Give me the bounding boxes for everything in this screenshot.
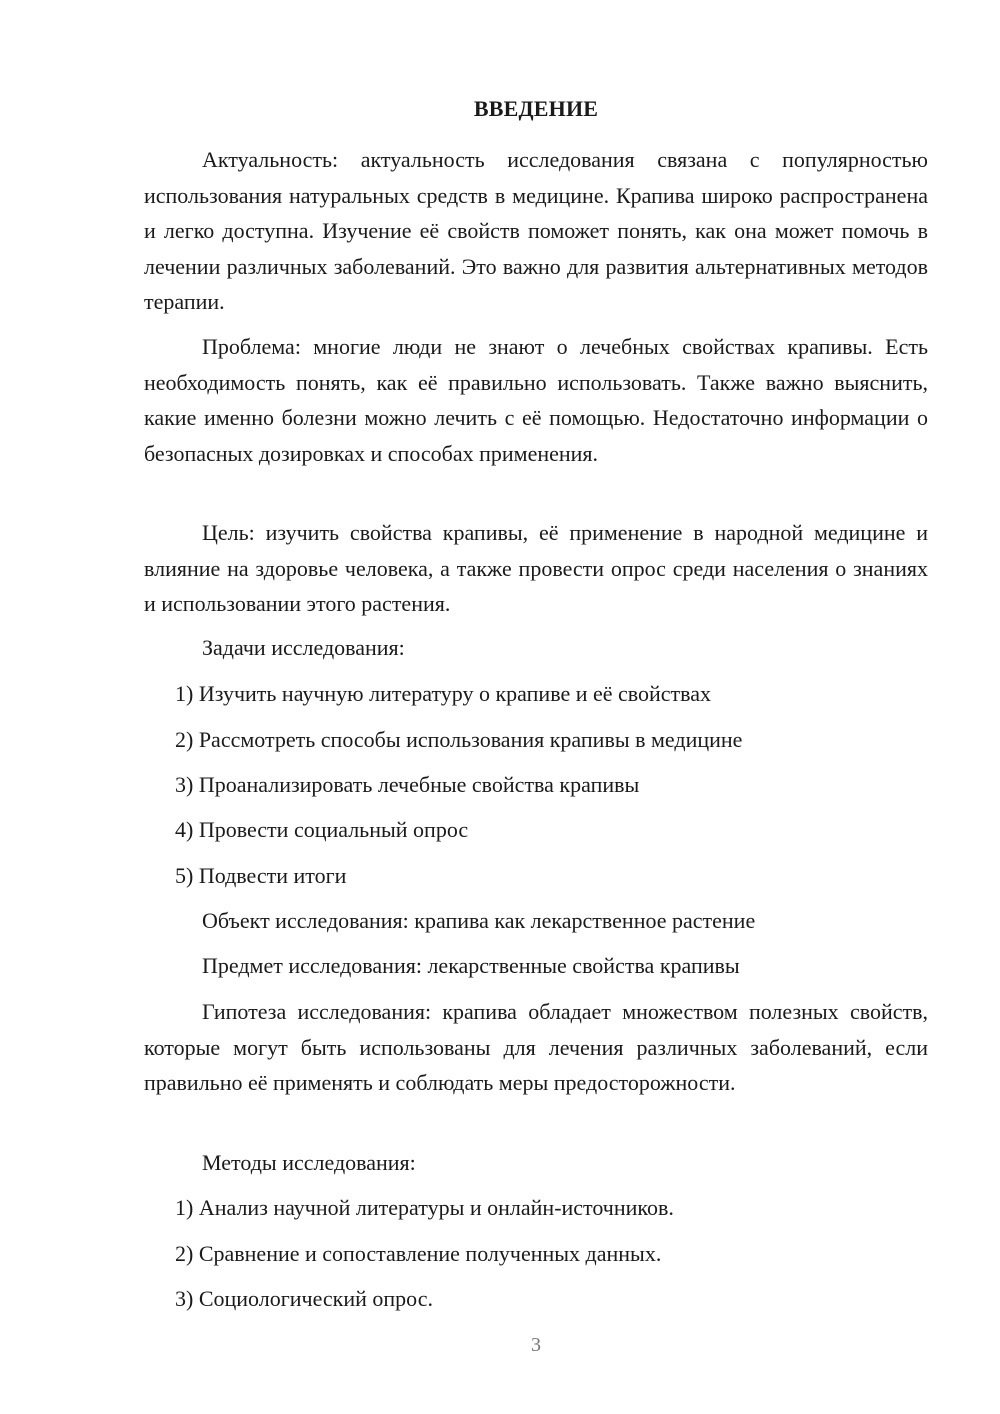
page-title: ВВЕДЕНИЕ (473, 96, 599, 121)
research-object: Объект исследования: крапива как лекарственное растение (202, 908, 756, 933)
document-page (144, 0, 928, 1414)
method-item: 2) Сравнение и сопоставление полученных данных. (175, 1241, 662, 1266)
task-item: 1) Изучить научную литературу о крапиве и её свойствах (175, 681, 712, 706)
methods-heading: Методы исследования: (202, 1150, 416, 1175)
research-subject: Предмет исследования: лекарственные свойства крапивы (202, 953, 740, 978)
method-item: 1) Анализ научной литературы и онлайн-источников. (175, 1195, 674, 1220)
page-number: 3 (531, 1334, 541, 1356)
problem-paragraph: Проблема: многие люди не знают о лечебных свойствах крапивы. Есть необходимость понять, как её правильно использовать. Также важно выяснить, какие именно болезни можно лечить с её помощью. Недостаточно информации о безопасных дозировках и способах применения. (144, 334, 928, 466)
tasks-heading: Задачи исследования: (202, 635, 405, 660)
relevance-paragraph: Актуальность: актуальность исследования связана с популярностью использования натуральных средств в медицине. Крапива широко распространена и легко доступна. Изучение её свойств поможет понять, как она может помочь в лечении различных заболеваний. Это важно для развития альтернативных методов терапии. (144, 147, 928, 314)
task-item: 3) Проанализировать лечебные свойства крапивы (175, 772, 640, 797)
task-item: 5) Подвести итоги (175, 863, 347, 888)
hypothesis-paragraph: Гипотеза исследования: крапива обладает множеством полезных свойств, которые могут быть использованы для лечения различных заболеваний, если правильно её применять и соблюдать меры предосторожности. (144, 999, 928, 1095)
goal-paragraph: Цель: изучить свойства крапивы, её применение в народной медицине и влияние на здоровье человека, а также провести опрос среди населения о знаниях и использовании этого растения. (144, 520, 928, 616)
task-item: 4) Провести социальный опрос (175, 817, 469, 842)
task-item: 2) Рассмотреть способы использования крапивы в медицине (175, 727, 743, 752)
method-item: 3) Социологический опрос. (175, 1286, 433, 1311)
